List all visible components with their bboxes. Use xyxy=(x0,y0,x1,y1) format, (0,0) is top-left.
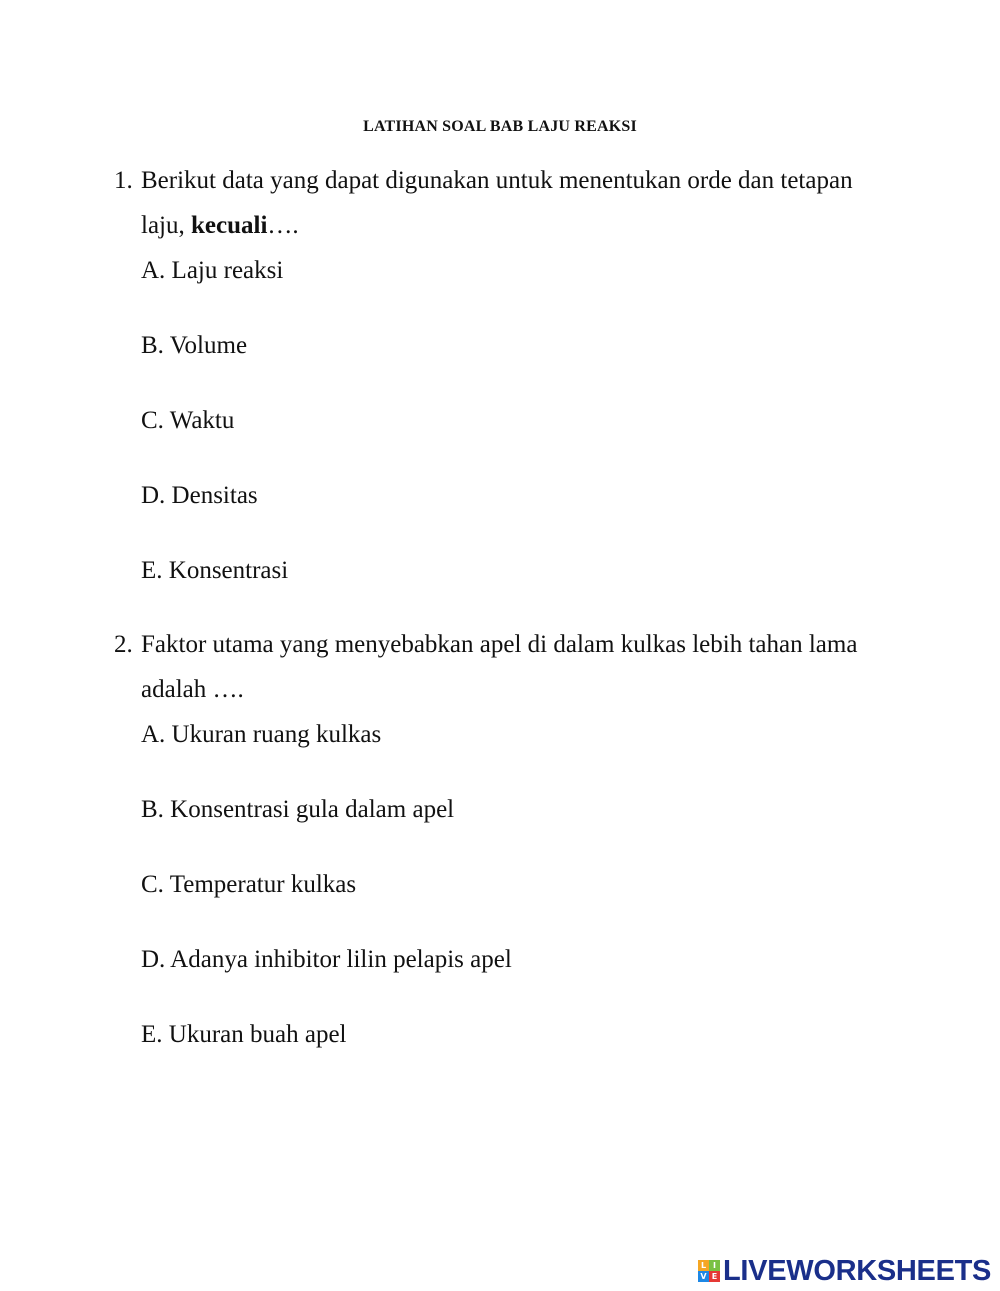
question-1-number: 1. xyxy=(114,167,133,194)
page-title: LATIHAN SOAL BAB LAJU REAKSI xyxy=(363,118,637,135)
question-2-option-a[interactable]: A. Ukuran ruang kulkas xyxy=(141,721,382,748)
question-1-keyword: kecuali xyxy=(191,212,268,239)
question-1-option-d[interactable]: D. Densitas xyxy=(141,482,258,509)
liveworksheets-logo xyxy=(698,1257,991,1285)
question-2-option-e[interactable]: E. Ukuran buah apel xyxy=(141,1021,347,1048)
question-1-text-line2 xyxy=(141,211,299,241)
question-1-option-c[interactable]: C. Waktu xyxy=(141,407,235,434)
logo-icon-cell-2: I xyxy=(709,1260,720,1271)
liveworksheets-logo-icon xyxy=(698,1260,720,1282)
question-1-option-b[interactable]: B. Volume xyxy=(141,332,248,359)
question-1-line2-prefix: laju, xyxy=(141,212,191,239)
question-1-line2-suffix: …. xyxy=(267,212,299,239)
logo-icon-cell-3: V xyxy=(698,1271,709,1282)
question-2-option-b[interactable]: B. Konsentrasi gula dalam apel xyxy=(141,796,455,823)
question-2-text-line2: adalah …. xyxy=(141,676,244,703)
question-1-option-e[interactable]: E. Konsentrasi xyxy=(141,557,289,584)
question-1-option-a[interactable]: A. Laju reaksi xyxy=(141,257,284,284)
question-2-number: 2. xyxy=(114,631,133,658)
question-2-text-line1: Faktor utama yang menyebabkan apel di dalam kulkas lebih tahan lama xyxy=(141,631,858,658)
logo-icon-cell-1: L xyxy=(698,1260,709,1271)
question-2-option-c[interactable]: C. Temperatur kulkas xyxy=(141,871,357,898)
question-1-text-line1: Berikut data yang dapat digunakan untuk menentukan orde dan tetapan xyxy=(141,167,853,194)
liveworksheets-logo-text: LIVEWORKSHEETS xyxy=(723,1255,992,1287)
question-2-option-d[interactable]: D. Adanya inhibitor lilin pelapis apel xyxy=(141,946,512,973)
logo-icon-cell-4: E xyxy=(709,1271,720,1282)
